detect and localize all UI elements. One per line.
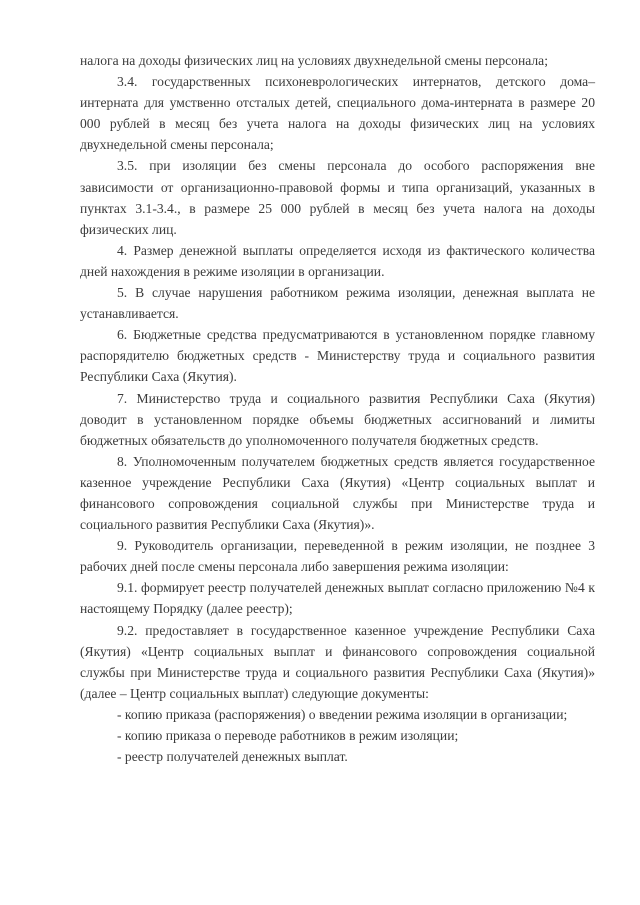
- list-item-transfer-order-copy: - копию приказа о переводе работников в режим изоляции;: [117, 728, 459, 743]
- paragraph-3-5: 3.5. при изоляции без смены персонала до особого распоряжения вне зависимости от организационно-правовой формы и типа организаций, указанных в пунктах 3.1-3.4., в размере 25 000 рублей в месяц без учета налога на доходы физических лиц.: [80, 158, 595, 237]
- list-item-order-copy: - копию приказа (распоряжения) о введении режима изоляции в организации;: [117, 706, 568, 722]
- paragraph-3-4: 3.4. государственных психоневрологических интернатов, детского дома–интерната для умственно отсталых детей, специального дома-интерната в размере 20 000 рублей в месяц без учета налога на доходы физических лиц на условиях двухнедельной смены персонала;: [80, 74, 595, 153]
- paragraph-5: 5. В случае нарушения работником режима изоляции, денежная выплата не устанавливается.: [80, 285, 595, 322]
- document-page: [80, 50, 595, 767]
- paragraph-8: 8. Уполномоченным получателем бюджетных средств является государственное казенное учреждение Республики Саха (Якутия) «Центр социальных выплат и финансового сопровождения социальной службы при Министерстве труда и социального развития Республики Саха (Якутия)».: [80, 453, 595, 533]
- paragraph-4: 4. Размер денежной выплаты определяется исходя из фактического количества дней нахождения в режиме изоляции в организации.: [80, 242, 595, 279]
- paragraph-9: 9. Руководитель организации, переведенной в режим изоляции, не позднее 3 рабочих дней после смены персонала либо завершения режима изоляции:: [80, 538, 595, 575]
- paragraph-9-1: 9.1. формирует реестр получателей денежных выплат согласно приложению №4 к настоящему Порядку (далее реестр);: [80, 580, 595, 617]
- paragraph-continuation: налога на доходы физических лиц на условиях двухнедельной смены персонала;: [80, 53, 548, 68]
- paragraph-7: 7. Министерство труда и социального развития Республики Саха (Якутия) доводит в установленном порядке объемы бюджетных ассигнований и лимиты бюджетных обязательств до уполномоченного получателя бюджетных средств.: [80, 390, 595, 448]
- paragraph-9-2: 9.2. предоставляет в государственное казенное учреждение Республики Саха (Якутия) «Центр социальных выплат и финансового сопровождения социальной службы при Министерстве труда и социального развития Республики Саха (Якутия)» (далее – Центр социальных выплат) следующие документы:: [80, 622, 595, 701]
- paragraph-6: 6. Бюджетные средства предусматриваются в установленном порядке главному распорядителю бюджетных средств - Министерству труда и социального развития Республики Саха (Якутия).: [80, 327, 595, 385]
- list-item-registry: - реестр получателей денежных выплат.: [117, 749, 348, 765]
